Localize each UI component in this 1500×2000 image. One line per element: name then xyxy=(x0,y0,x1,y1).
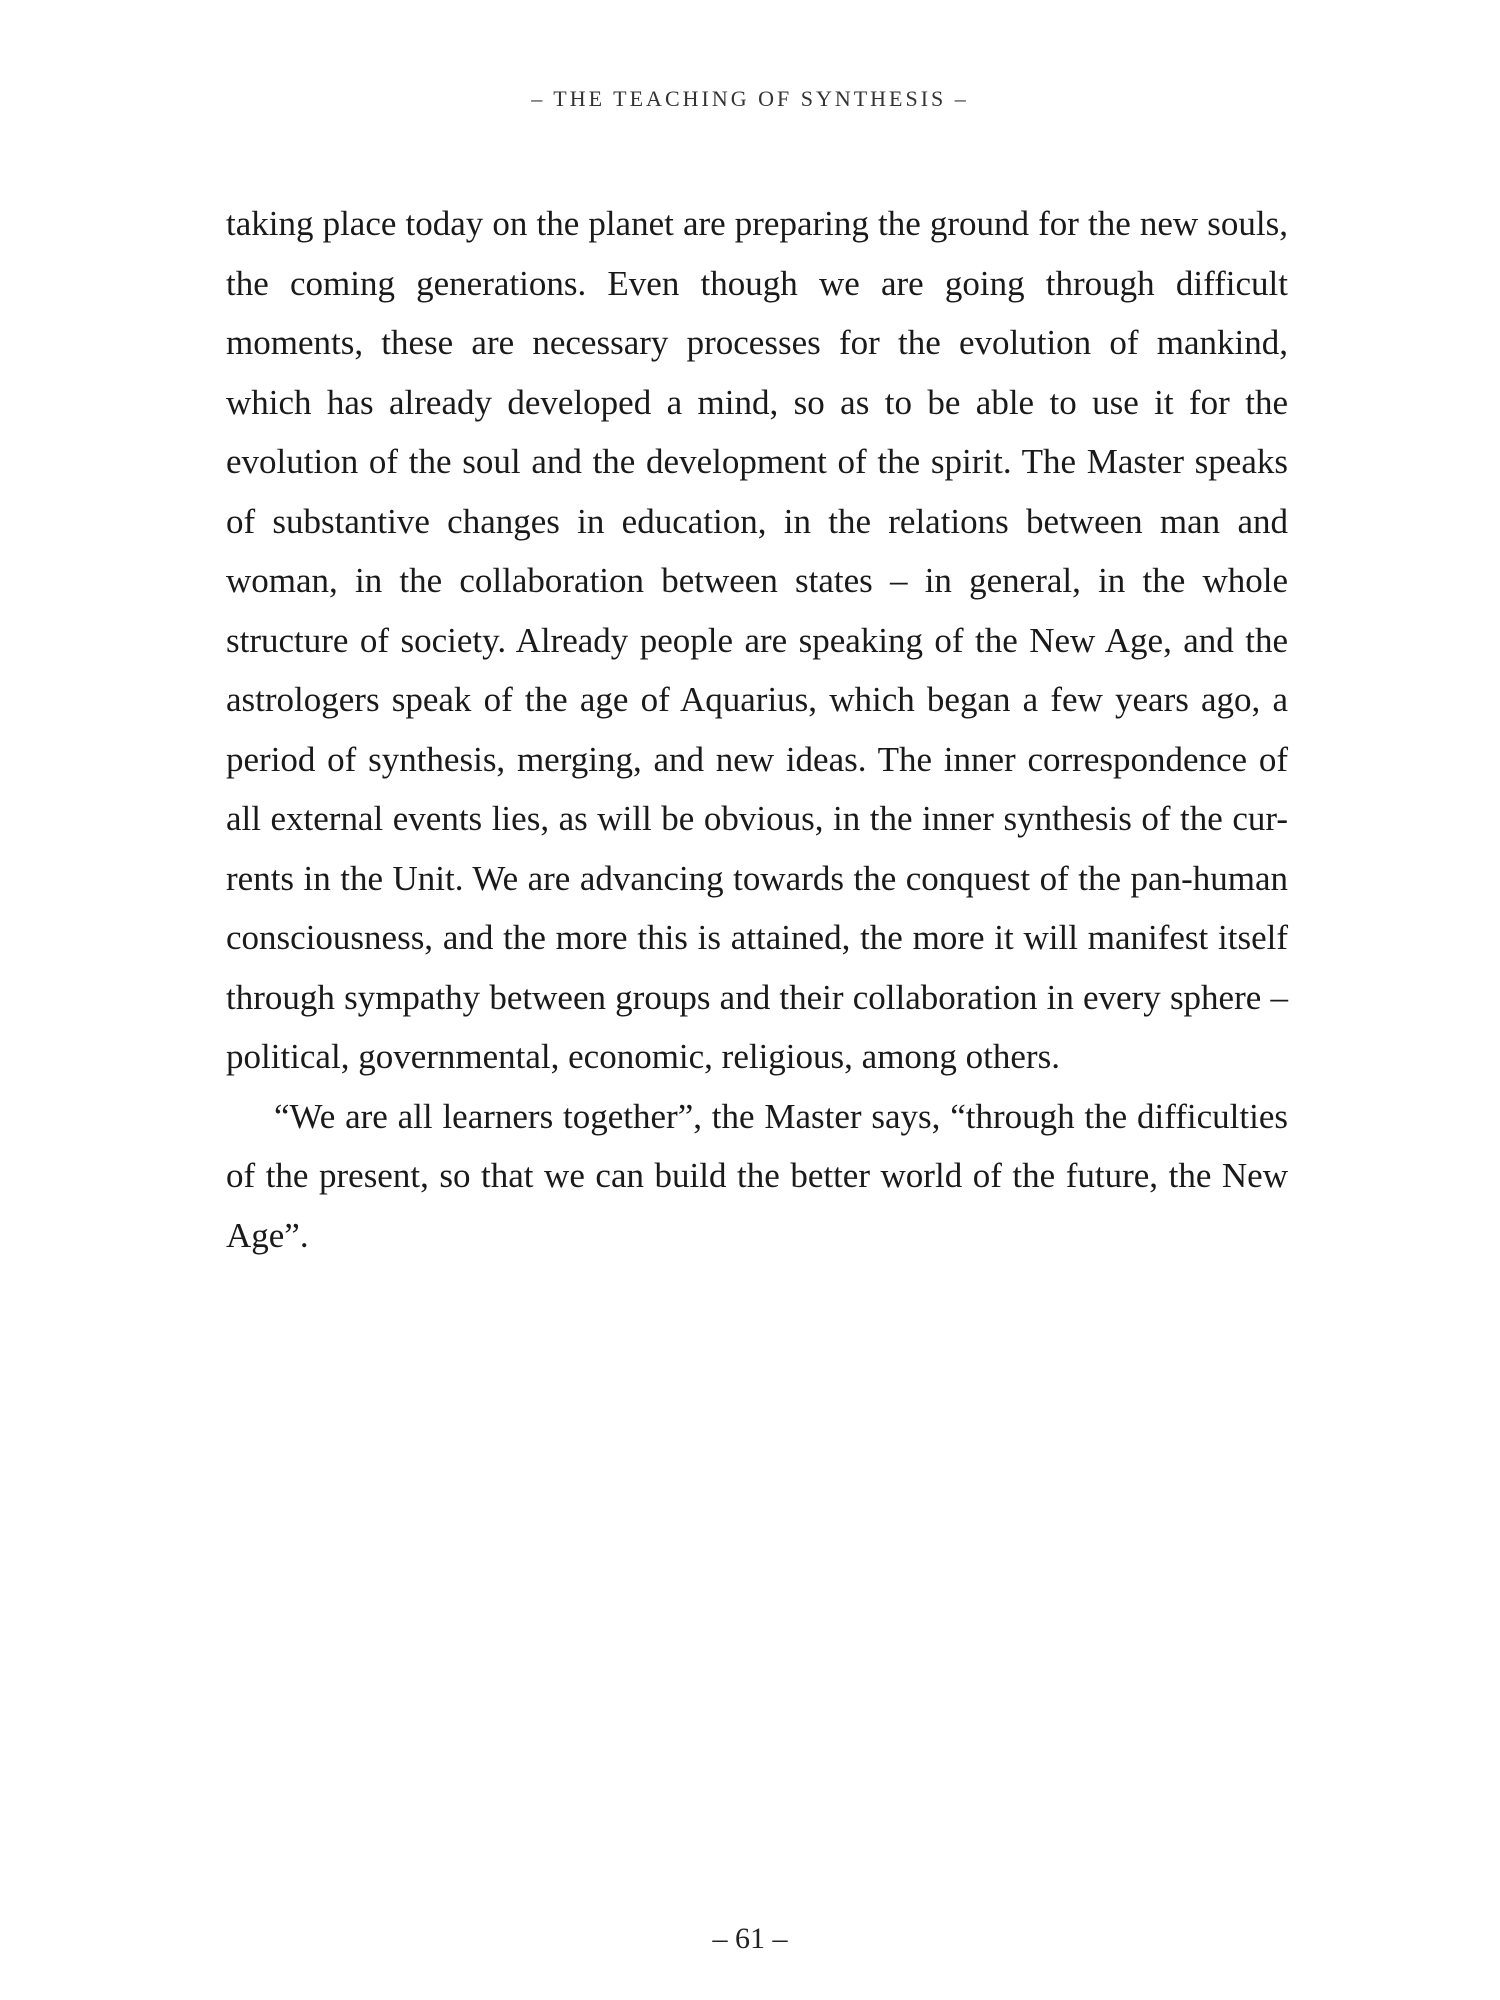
page-body xyxy=(226,194,1288,1265)
body-paragraph-continued: taking place today on the planet are preparing the ground for the new souls, the coming generations. Even though we are going through difficult moments, these are necessary processes for the evolution of mankind, which has already developed a mind, so as to be able to use it for the evolution of the soul and the development of the spirit. The Master speaks of substantive changes in education, in the relations between man and woman, in the collaboration between states – in general, in the whole structure of society. Already people are speaking of the New Age, and the astrologers speak of the age of Aquarius, which began a few years ago, a period of synthesis, merging, and new ideas. The inner correspondence of all external events lies, as will be obvious, in the inner synthesis of the cur-rents in the Unit. We are advancing towards the conquest of the pan-human consciousness, and the more this is attained, the more it will manifest itself through sympathy between groups and their collaboration in every sphere – political, governmental, economic, religious, among others. xyxy=(226,204,1288,1076)
body-paragraph-quote: “We are all learners together”, the Master says, “through the difficulties of the present, so that we can build the better world of the future, the New Age”. xyxy=(226,1096,1288,1255)
page-number: – 61 – xyxy=(712,1922,788,1955)
running-header: – THE TEACHING OF SYNTHESIS – xyxy=(531,86,969,111)
